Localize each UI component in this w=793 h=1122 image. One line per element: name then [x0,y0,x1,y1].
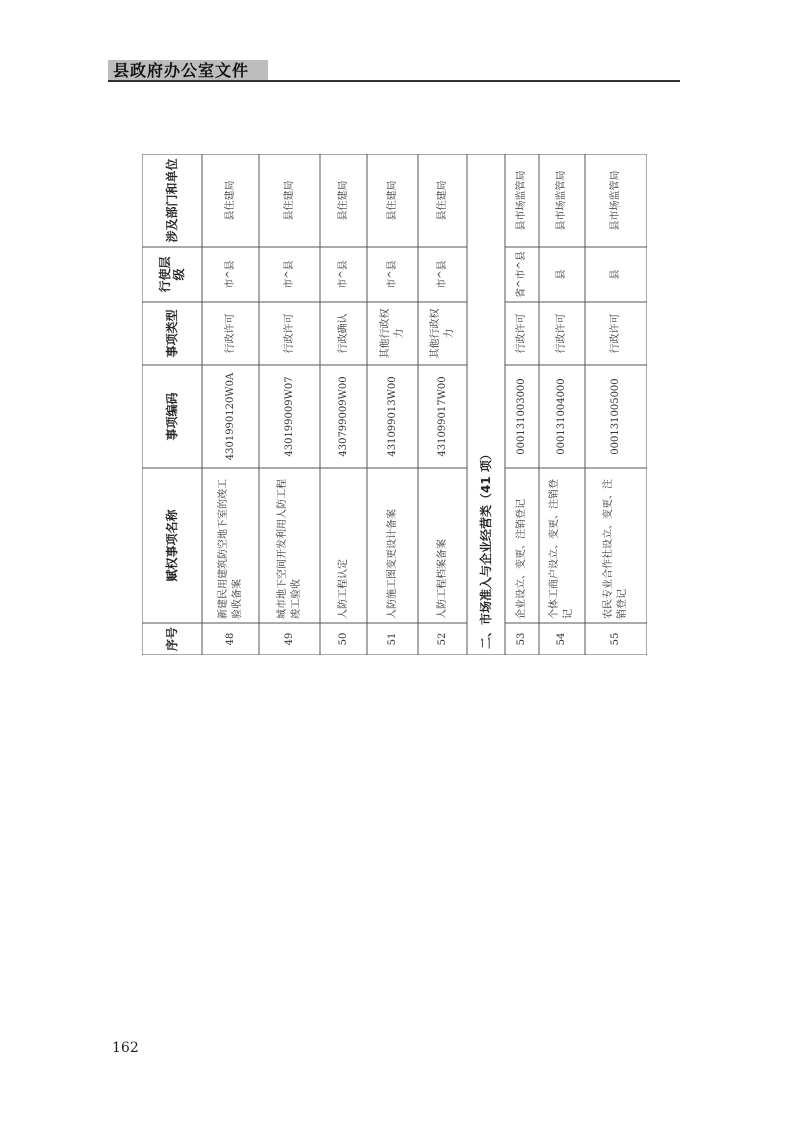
row-type: 其他行政权力 [379,308,405,359]
header-title: 县政府办公室文件 [113,61,250,80]
row-type: 行政确认 [337,313,349,354]
row-level: 县 [610,269,621,280]
row-seq: 55 [610,632,621,646]
header-name: 赋权事项名称 [165,509,179,582]
row-seq: 54 [556,632,567,646]
rotated-table [142,154,647,655]
row-name: 城市地下空间开发利用人防工程竣工验收 [276,479,302,619]
row-dept: 县住建局 [283,180,295,221]
header-type: 事项类型 [165,309,179,358]
row-dept: 县住建局 [386,180,398,221]
row-level: 县 [556,269,567,280]
row-name: 人防工程认定 [337,559,349,619]
row-dept: 县住建局 [337,180,349,221]
row-type: 其他行政权力 [429,308,455,359]
row-dept: 县住建局 [224,180,236,221]
row-type: 行政许可 [516,313,527,354]
row-code: 431099013W00 [386,376,398,457]
row-level: 市^县 [224,260,236,289]
row-seq: 49 [283,632,295,646]
header-seq: 序号 [165,626,179,651]
row-seq: 53 [516,632,527,646]
header-level: 行使层级 [158,256,186,293]
row-name: 个体工商户设立、变更、注销登记 [549,479,574,619]
header-code: 事项编码 [165,392,179,441]
row-name: 农民专业合作社设立、变更、注销登记 [603,479,628,619]
row-code: 430799009W00 [337,376,349,457]
row-code: 4301990120W0A [224,372,236,461]
header-dept: 涉及部门和单位 [165,158,179,243]
header-rule [108,80,680,82]
row-name: 人防施工图变更设计备案 [386,509,398,619]
row-seq: 50 [337,632,349,646]
row-dept: 县市场监管局 [516,170,527,231]
row-level: 市^县 [283,260,295,289]
row-name: 新建民用建筑防空地下室的竣工验收备案 [217,479,243,619]
row-type: 行政许可 [610,313,621,354]
section-title: 二、市场准入与企业经营类（41 项） [479,448,493,649]
row-seq: 48 [224,632,236,646]
row-type: 行政许可 [224,313,236,354]
row-code: 431099017W00 [436,376,448,457]
row-level: 市^县 [337,260,349,289]
row-name: 企业设立、变更、注销登记 [516,499,527,619]
row-level: 省^市^县 [516,251,527,298]
row-level: 市^县 [436,260,448,289]
row-dept: 县住建局 [436,180,448,221]
row-type: 行政许可 [283,313,295,354]
row-seq: 51 [386,632,398,646]
row-level: 市^县 [386,260,398,289]
row-type: 行政许可 [556,313,567,354]
row-name: 人防工程档案备案 [436,539,448,619]
row-code: 430199009W07 [283,376,295,457]
row-dept: 县市场监管局 [556,170,567,231]
page-number: 162 [112,1040,139,1056]
row-code: 000131004000 [556,378,567,455]
row-code: 000131003000 [516,378,527,455]
row-seq: 52 [436,632,448,646]
row-dept: 县市场监管局 [610,170,621,231]
row-code: 000131005000 [610,378,621,455]
